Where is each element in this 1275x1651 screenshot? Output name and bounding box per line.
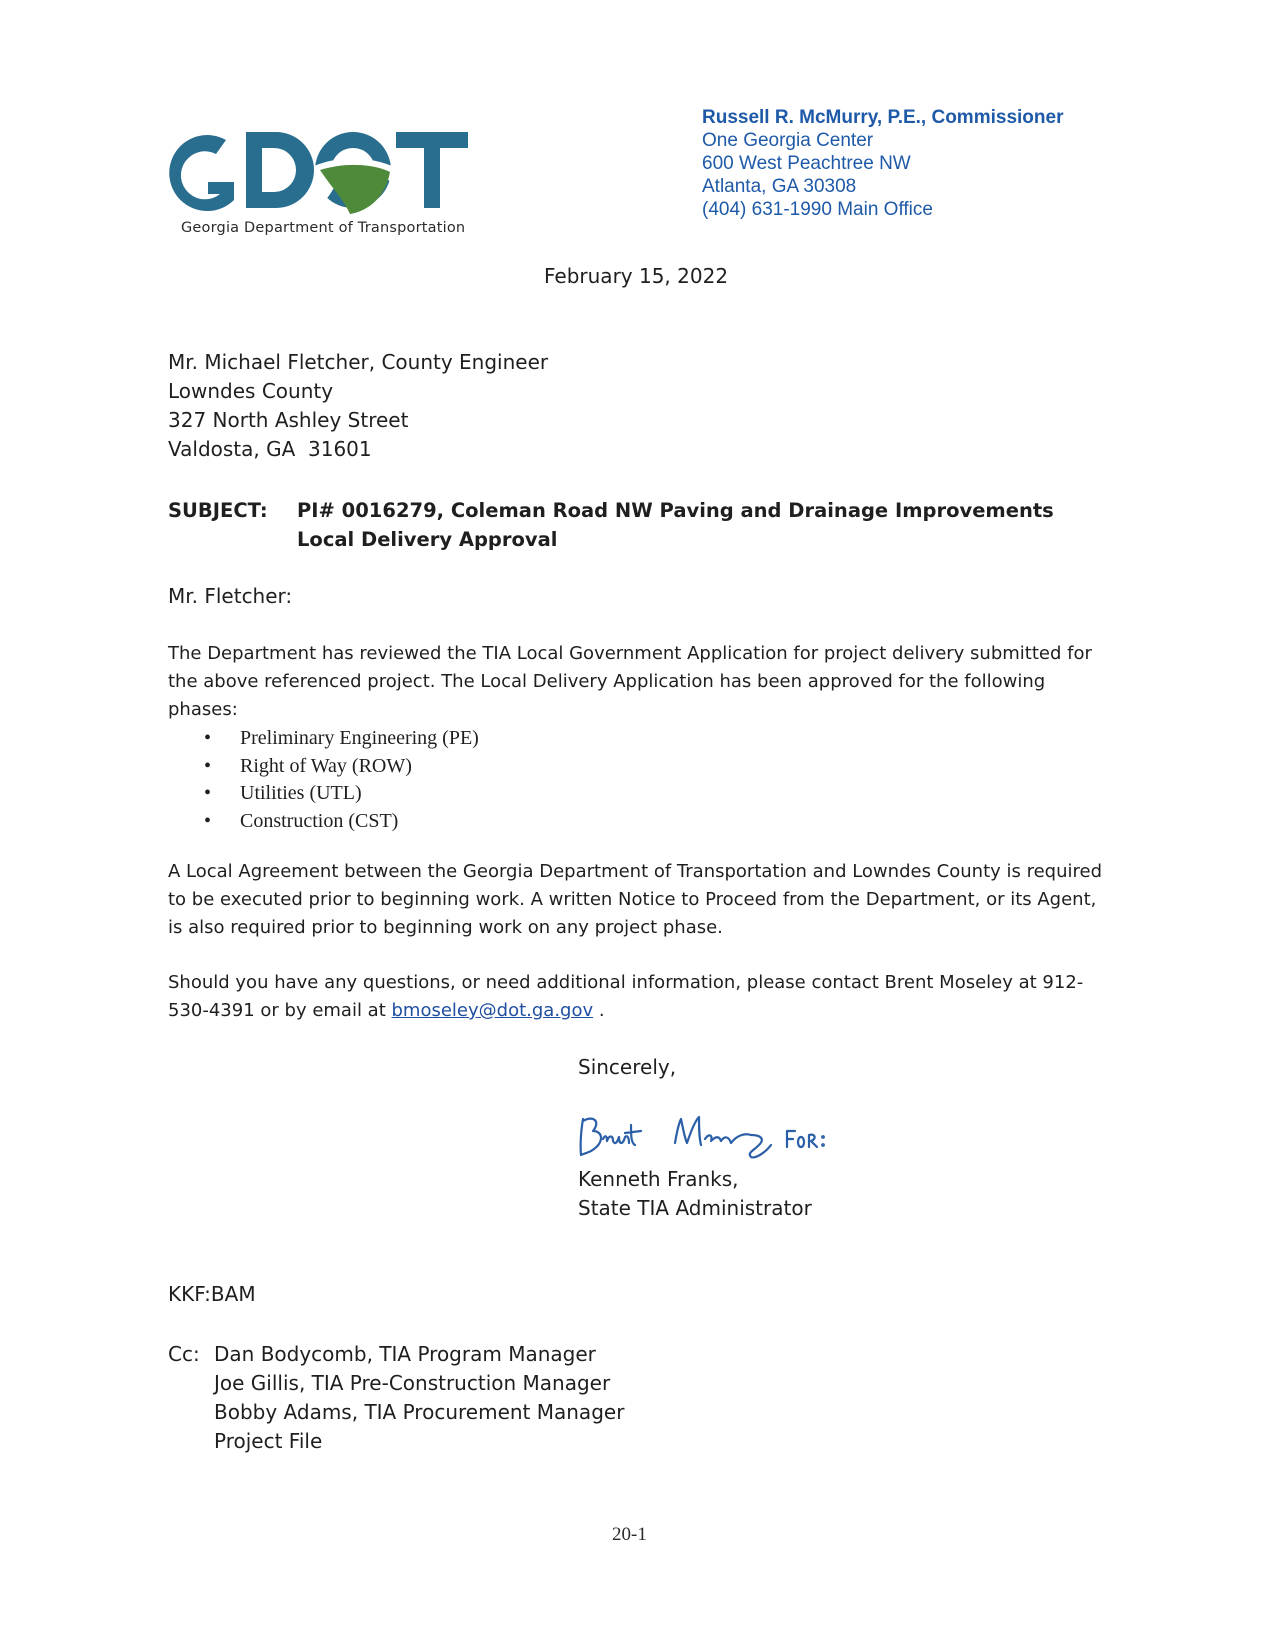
bullet-icon: •: [204, 754, 212, 777]
bullet-icon: •: [204, 809, 212, 832]
contact-text-end: .: [593, 1000, 605, 1021]
cc-item: Project File: [214, 1429, 323, 1453]
signer-title: State TIA Administrator: [578, 1196, 812, 1220]
subject-line-2: Local Delivery Approval: [297, 528, 558, 551]
main-office-phone: (404) 631-1990 Main Office: [702, 199, 933, 220]
paragraph-approval: The Department has reviewed the TIA Local Government Application for project delivery submitted for the above referenced project. The Local Delivery Application has been approved for the following phases:: [168, 643, 1092, 720]
address-line-3: Atlanta, GA 30308: [702, 176, 857, 197]
recipient-line-2: Lowndes County: [168, 379, 334, 403]
address-line-2: 600 West Peachtree NW: [702, 153, 911, 174]
letterhead: [702, 106, 1063, 221]
phases-list: [204, 725, 479, 835]
bullet-icon: •: [204, 782, 212, 804]
recipient-address: [168, 348, 548, 464]
recipient-line-4: Valdosta, GA 31601: [168, 437, 372, 461]
letter-date: February 15, 2022: [544, 264, 729, 288]
cc-item: Joe Gillis, TIA Pre-Construction Manager: [214, 1371, 611, 1395]
cc-item: Dan Bodycomb, TIA Program Manager: [214, 1342, 596, 1366]
cc-item: Bobby Adams, TIA Procurement Manager: [214, 1400, 625, 1424]
signature-block: [578, 1165, 812, 1223]
recipient-line-3: 327 North Ashley Street: [168, 408, 409, 432]
paragraph-contact: [168, 969, 1108, 1025]
email-link[interactable]: bmoseley@dot.ga.gov: [391, 1000, 594, 1021]
commissioner-name: Russell R. McMurry, P.E., Commissioner: [702, 107, 1064, 128]
salutation: Mr. Fletcher:: [168, 584, 293, 608]
subject-line-1: PI# 0016279, Coleman Road NW Paving and Drainage Improvements: [297, 499, 1054, 522]
recipient-line-1: Mr. Michael Fletcher, County Engineer: [168, 350, 549, 374]
list-item: • Construction (CST): [204, 808, 479, 836]
handwritten-signature: [575, 1105, 895, 1165]
paragraph-local-agreement: A Local Agreement between the Georgia Department of Transportation and Lowndes County is required to be executed prior to beginning work. A written Notice to Proceed from the Department, or its Agent, is also required prior to beginning work on any project phase.: [168, 861, 1103, 938]
contact-text: Should you have any questions, or need additional information, please contact Brent Moseley at 912-530-4391 or by email at: [168, 972, 1084, 1021]
address-line-1: One Georgia Center: [702, 130, 874, 151]
list-item: • Right of Way (ROW): [204, 753, 479, 781]
logo-subtitle: Georgia Department of Transportation: [181, 220, 466, 236]
signer-name: Kenneth Franks,: [578, 1167, 739, 1191]
typist-initials: KKF:BAM: [168, 1282, 256, 1306]
page-number: 20-1: [612, 1524, 647, 1545]
cc-label: Cc:: [168, 1342, 200, 1366]
list-item: • Utilities (UTL): [204, 780, 479, 808]
bullet-icon: •: [204, 727, 212, 749]
subject-label: SUBJECT:: [168, 499, 268, 522]
closing: Sincerely,: [578, 1055, 677, 1079]
list-item: • Preliminary Engineering (PE): [204, 725, 479, 753]
